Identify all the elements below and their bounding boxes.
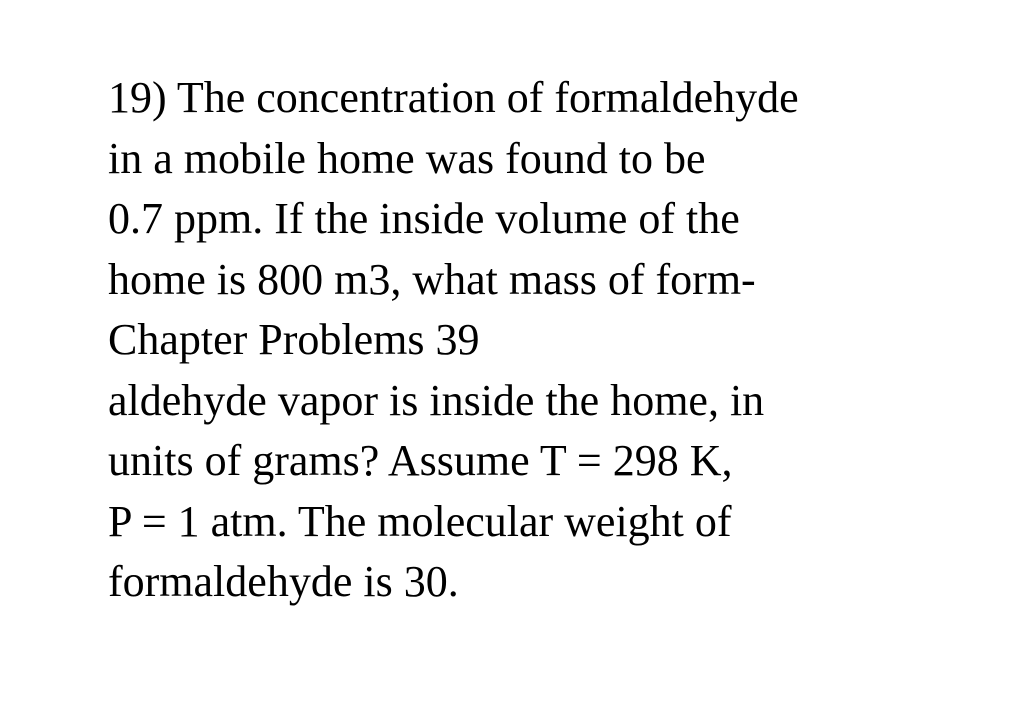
text-line: 19) The concentration of formaldehyde (108, 73, 799, 122)
text-line: aldehyde vapor is inside the home, in (108, 375, 765, 425)
text-line: P = 1 atm. The molecular weight of (108, 496, 732, 546)
text-line: units of grams? Assume T = 298 K, (108, 436, 733, 485)
problem-19-text (108, 68, 988, 613)
text-line: formaldehyde is 30. (108, 557, 459, 606)
text-line: home is 800 m3, what mass of form- (108, 254, 756, 304)
text-line: in a mobile home was found to be (108, 133, 706, 183)
running-header-line: Chapter Problems 39 (108, 315, 480, 364)
text-line: 0.7 ppm. If the inside volume of the (108, 194, 740, 243)
